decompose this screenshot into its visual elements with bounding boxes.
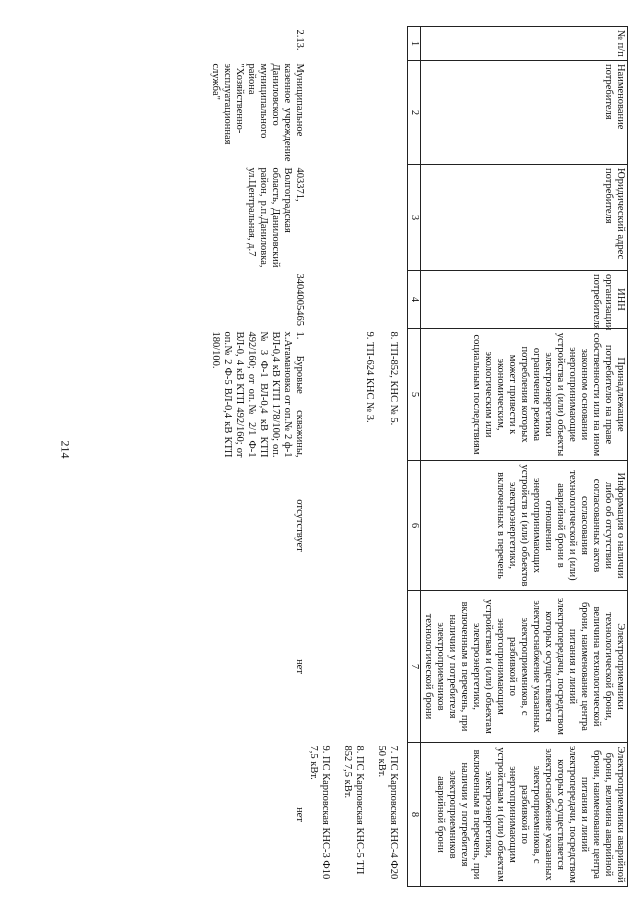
column-number-row [408, 27, 421, 887]
emergency-item: 8. ПС Карповская КНС-5 ТП 852 7,5 кВт. [342, 745, 365, 875]
header-name: Наименование потребителя [421, 61, 628, 165]
header-num: № п/п [421, 27, 628, 61]
emergency-item: 7. ПС Карповская КНС-4 Ф20 50 кВт. [376, 745, 399, 880]
device-item: 8. ТП-852, КНС № 5. [388, 331, 399, 426]
row-number: 2.13. [294, 29, 305, 51]
continuation-row [306, 27, 408, 887]
column-number: 1 [408, 27, 421, 61]
continuation-emergency [306, 743, 408, 887]
column-number: 4 [408, 271, 421, 329]
table-row [208, 27, 306, 887]
acts-info: отсутствует [294, 499, 305, 552]
header-emergency-reserve: Электроприемники аварийной брони, величина аварийной брони, наименование центра питания и линий электропередачи, посредством которых осуществляется электроснабжение указанных электроприемников, с разбивкой по энергопринимающим устройствам и (или) объектам электроэнергетики, включенным в перечень, при наличии у потребителя электроприемников аварийной брони [421, 743, 628, 887]
emergency-item: 9. ПС Карповская КНС-3 Ф10 7,5 кВт. [308, 745, 331, 880]
tech-reserve: нет [294, 659, 305, 674]
header-inn: ИНН организации потребителя [421, 271, 628, 329]
column-number: 3 [408, 165, 421, 271]
continuation-devices [306, 329, 408, 461]
rotated-table-sheet [76, 26, 628, 886]
header-tech-reserve: Электроприемники технологической брони, величина технологической брони, наименование центра питания и линий электропередачи, посредством которых осуществляется электроснабжение указанных электроприемников, с разбивкой по энергопринимающим устройствам и (или) объектам электроэнергетики, включенным в перечень, при наличии у потребителя электроприемников технологической брони [421, 591, 628, 743]
consumer-table [208, 26, 628, 887]
column-number: 5 [408, 329, 421, 461]
column-number: 6 [408, 461, 421, 591]
header-address: Юридический адрес потребителя [421, 165, 628, 271]
column-number: 7 [408, 591, 421, 743]
column-number: 2 [408, 61, 421, 165]
header-row [421, 27, 628, 887]
consumer-inn: 3404005465 [294, 273, 305, 326]
consumer-address: 403371, Волгоградская область, Даниловский район, р.п.Даниловка, ул.Центральная, д.7 [246, 167, 305, 268]
header-devices: Принадлежащие потребителю на праве собственности или на ином законном основании энергопринимающие устройства и (или) объекты электроэнергетики ограничение режима потребления которых может привести к экономическим, экологическим или социальным последствиям [421, 329, 628, 461]
header-acts: Информация о наличии либо об отсутствии согласованных актов согласования технологической и (или) аварийной брони в отношении энергопринимающих устройств и (или) объектов электроэнергетики, включенных в перечень [421, 461, 628, 591]
device-item: 9. ТП-624 КНС № 3. [364, 331, 375, 423]
emergency-reserve: нет [294, 807, 305, 822]
column-number: 8 [408, 743, 421, 887]
page-number: 214 [58, 440, 73, 459]
consumer-devices: 1. Буровые скважины, х.Атамановка от оп.№ 2 ф-1 ВЛ-0,4 кВ КТП 178/100; оп.№ 3 Ф-1 ВЛ-0,4 кВ КТП 492/160; от оп.№ 2/1 Ф-1 ВЛ-0, 4 кВ КТП 492/160; от оп.№ 2 Ф-5 ВЛ-0,4 кВ КТП 180/100. [210, 331, 305, 458]
consumer-name: Муниципальное казенное учреждение Даниловского муниципального района "Хозяйственно-эксплуатационная служба" [210, 63, 305, 162]
